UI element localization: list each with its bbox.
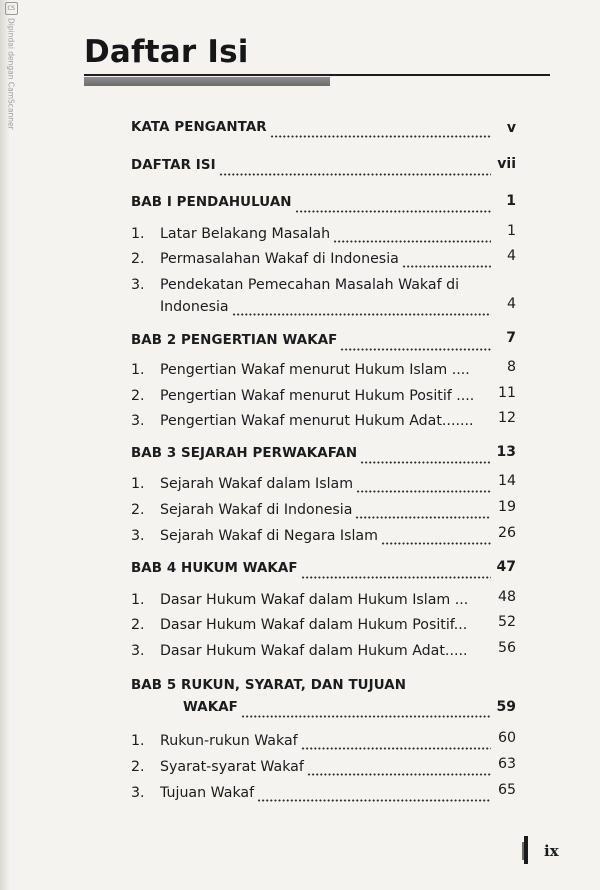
- toc-item[interactable]: [131, 413, 491, 435]
- toc-chapter-bab4[interactable]: [131, 561, 491, 583]
- toc-item-title: Syarat-syarat Wakaf: [160, 759, 304, 775]
- dot-leader: [333, 240, 491, 243]
- dot-leader: [340, 348, 491, 351]
- toc-chapter-page: 13: [496, 444, 516, 460]
- toc-item-title: Sejarah Wakaf dalam Islam: [160, 476, 354, 492]
- dot-leader: [232, 313, 491, 316]
- toc-item-title: Permasalahan Wakaf di Indonesia: [160, 251, 399, 267]
- toc-item-continuation[interactable]: [160, 299, 491, 321]
- dot-leader: [301, 576, 491, 579]
- toc-item-title: Rukun-rukun Wakaf: [160, 733, 298, 749]
- toc-item[interactable]: [131, 617, 491, 639]
- toc-chapter-title: BAB 3 SEJARAH PERWAKAFAN: [131, 446, 358, 461]
- toc-item-page: 14: [497, 473, 516, 489]
- toc-item[interactable]: [131, 362, 491, 384]
- toc-item-number: 3.: [131, 643, 145, 659]
- toc-item-number: 2.: [131, 251, 145, 267]
- toc-entry-page: v: [506, 120, 516, 136]
- watermark-text: Dipindai dengan CamScanner: [6, 18, 16, 130]
- page-number: ix: [544, 842, 559, 860]
- toc-item-page: 19: [497, 499, 516, 515]
- toc-item-number: 2.: [131, 617, 145, 633]
- toc-item-number: 1.: [131, 733, 145, 749]
- toc-item-page: 63: [497, 756, 516, 772]
- toc-item-number: 2.: [131, 759, 145, 775]
- toc-item-page: 1: [506, 223, 516, 239]
- toc-item-page: 26: [497, 525, 516, 541]
- toc-item-number: 1.: [131, 226, 145, 242]
- toc-item-number: 3.: [131, 785, 145, 801]
- toc-item-number: 1.: [131, 362, 145, 378]
- toc-chapter-page: 1: [506, 193, 516, 209]
- dot-leader: [295, 210, 491, 213]
- toc-item[interactable]: [131, 476, 491, 498]
- toc-item-page: 8: [506, 359, 516, 375]
- toc-item-page: 65: [497, 782, 516, 798]
- toc-chapter-continuation[interactable]: [183, 700, 491, 722]
- toc-item-number: 3.: [131, 528, 145, 544]
- toc-item-title: Dasar Hukum Wakaf dalam Hukum Positif...: [160, 617, 468, 633]
- toc-item-number: 2.: [131, 502, 145, 518]
- toc-item-page: 52: [497, 614, 516, 630]
- toc-item-title: Tujuan Wakaf: [160, 785, 255, 801]
- toc-item[interactable]: [131, 759, 491, 781]
- toc-item-title: Pendekatan Pemecahan Masalah Wakaf di: [160, 277, 460, 293]
- toc-item[interactable]: [131, 733, 491, 755]
- toc-item-title: Pengertian Wakaf menurut Hukum Positif ....: [160, 388, 475, 404]
- toc-chapter-title-cont: WAKAF: [183, 700, 238, 715]
- toc-chapter-page: 59: [496, 699, 516, 715]
- toc-item[interactable]: [131, 528, 491, 550]
- toc-chapter-bab2[interactable]: [131, 333, 491, 355]
- toc-item[interactable]: [131, 502, 491, 524]
- dot-leader: [270, 135, 491, 138]
- toc-item[interactable]: [131, 226, 491, 248]
- toc-entry-kata-pengantar[interactable]: [131, 120, 491, 142]
- toc-item-page: 60: [497, 730, 516, 746]
- toc-item-page: 4: [506, 248, 516, 264]
- toc-item-page: 11: [497, 385, 516, 401]
- toc-entry-title: KATA PENGANTAR: [131, 120, 267, 135]
- toc-item[interactable]: [131, 785, 491, 807]
- toc-item[interactable]: [131, 643, 491, 665]
- toc-item-page: 56: [497, 640, 516, 656]
- toc-item-number: 1.: [131, 592, 145, 608]
- toc-item-number: 1.: [131, 476, 145, 492]
- toc-item-title: Dasar Hukum Wakaf dalam Hukum Adat.....: [160, 643, 468, 659]
- camscanner-logo-icon: CS: [5, 2, 18, 15]
- dot-leader: [219, 173, 491, 176]
- toc-item-title: Dasar Hukum Wakaf dalam Hukum Islam ...: [160, 592, 469, 608]
- toc-item-page: 48: [497, 589, 516, 605]
- toc-item[interactable]: [131, 388, 491, 410]
- toc-chapter-bab3[interactable]: [131, 446, 491, 468]
- toc-chapter-page: 7: [506, 330, 516, 346]
- toc-entry-daftar-isi[interactable]: [131, 158, 491, 180]
- toc-chapter-title: BAB 2 PENGERTIAN WAKAF: [131, 333, 338, 348]
- toc-item-page: 12: [497, 410, 516, 426]
- toc-item-page: 4: [506, 296, 516, 312]
- toc-item-title: Pengertian Wakaf menurut Hukum Adat.......: [160, 413, 474, 429]
- page-title: Daftar Isi: [84, 34, 249, 70]
- toc-item-title: Sejarah Wakaf di Indonesia: [160, 502, 353, 518]
- dot-leader: [257, 799, 491, 802]
- toc-item-number: 2.: [131, 388, 145, 404]
- toc-chapter-title: BAB 4 HUKUM WAKAF: [131, 561, 298, 576]
- toc-item-title: Latar Belakang Masalah: [160, 226, 331, 242]
- dot-leader: [301, 747, 491, 750]
- toc-entry-page: vii: [497, 156, 516, 172]
- dot-leader: [381, 542, 491, 545]
- toc-entry-title: DAFTAR ISI: [131, 158, 216, 173]
- toc-item[interactable]: [131, 251, 491, 273]
- page-number-rule: [524, 836, 528, 864]
- dot-leader: [356, 490, 491, 493]
- dot-leader: [402, 265, 491, 268]
- toc-item-title: Pengertian Wakaf menurut Hukum Islam ....: [160, 362, 470, 378]
- dot-leader: [360, 461, 491, 464]
- toc-item-title-cont: Indonesia: [160, 299, 229, 315]
- dot-leader: [355, 516, 491, 519]
- toc-chapter-page: 47: [496, 559, 516, 575]
- dot-leader: [241, 715, 491, 718]
- toc-item[interactable]: [131, 592, 491, 614]
- toc-item-number: 3.: [131, 277, 145, 293]
- dot-leader: [307, 773, 491, 776]
- toc-item-number: 3.: [131, 413, 145, 429]
- toc-chapter-bab1[interactable]: [131, 195, 491, 217]
- toc-chapter-title: BAB 5 RUKUN, SYARAT, DAN TUJUAN: [131, 678, 407, 693]
- toc-item-title: Sejarah Wakaf di Negara Islam: [160, 528, 378, 544]
- toc-item[interactable]: [131, 277, 491, 299]
- toc-chapter-bab5[interactable]: [131, 678, 491, 700]
- toc-chapter-title: BAB I PENDAHULUAN: [131, 195, 292, 210]
